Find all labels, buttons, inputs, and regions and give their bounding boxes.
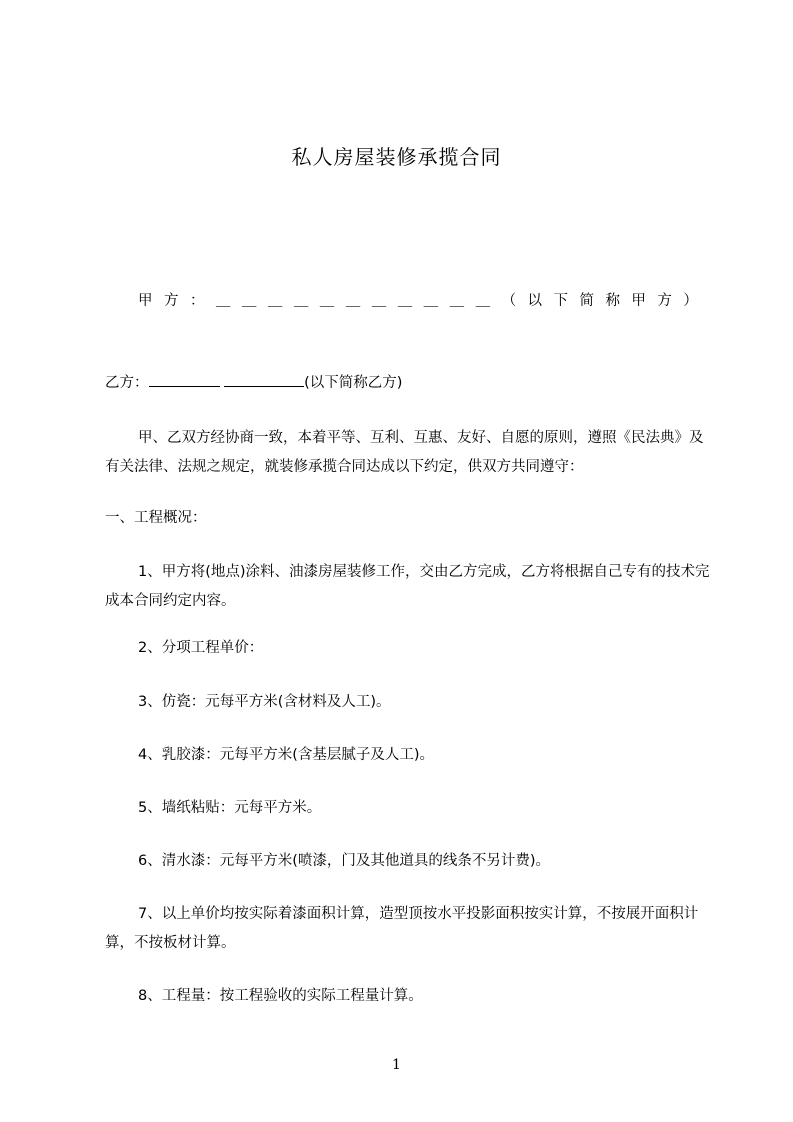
party-b-suffix: (以下简称乙方) xyxy=(304,375,403,391)
party-a-char: ＿ xyxy=(241,293,257,309)
party-a-char: ＿ xyxy=(319,293,335,309)
party-a-char: 以 xyxy=(527,293,543,309)
party-a-char: 甲 xyxy=(138,293,153,309)
party-a-char: 简 xyxy=(579,293,594,309)
party-b-line xyxy=(105,369,711,398)
party-b-label: 乙方： xyxy=(105,375,149,391)
party-a-char: ＿ xyxy=(345,293,361,309)
clause-7-text: 7、以上单价均按实际着漆面积计算，造型顶按水平投影面积按实计算，不按展开面积计算，不按板材计算。 xyxy=(105,906,699,951)
party-a-char: （ xyxy=(501,293,517,309)
party-a-char: ＿ xyxy=(215,293,231,309)
party-a-char: ＿ xyxy=(449,293,465,309)
clause-4: 4、乳胶漆：元每平方米(含基层腻子及人工)。 xyxy=(138,747,435,763)
party-a-char: ＿ xyxy=(423,293,439,309)
party-a-char: 方 xyxy=(163,293,179,309)
party-a-char: ＿ xyxy=(475,293,491,309)
party-a-char: ） xyxy=(683,293,698,309)
intro-paragraph xyxy=(105,424,711,482)
section-1-heading: 一、工程概况： xyxy=(105,510,207,526)
party-b-blank-2 xyxy=(224,371,304,387)
party-b-blank-1 xyxy=(149,371,220,387)
clause-7 xyxy=(105,900,711,958)
party-a-char: 方 xyxy=(657,293,672,309)
intro-text: 甲、乙双方经协商一致，本着平等、互利、互惠、友好、自愿的原则，遵照《民法典》及有关法律、法规之规定，就装修承揽合同达成以下约定，供双方共同遵守： xyxy=(105,430,704,475)
party-a-char: ＿ xyxy=(293,293,309,309)
party-a-char: ＿ xyxy=(267,293,283,309)
party-a-char: 称 xyxy=(605,293,620,309)
clause-8: 8、工程量：按工程验收的实际工程量计算。 xyxy=(138,988,423,1004)
party-a-char: ： xyxy=(189,293,205,309)
clause-6: 6、清水漆：元每平方米(喷漆，门及其他道具的线条不另计费)。 xyxy=(138,853,551,869)
party-a-char: 甲 xyxy=(631,293,646,309)
clause-5: 5、墙纸粘贴：元每平方米。 xyxy=(138,800,322,816)
party-a-line xyxy=(138,289,698,313)
party-a-char: ＿ xyxy=(371,293,387,309)
clause-2: 2、分项工程单价： xyxy=(138,640,264,656)
party-a-char: ＿ xyxy=(397,293,413,309)
clause-1 xyxy=(105,558,711,616)
party-a-char: 下 xyxy=(553,293,568,309)
clause-1-text: 1、甲方将(地点)涂料、油漆房屋装修工作，交由乙方完成，乙方将根据自己专有的技术完成本合同约定内容。 xyxy=(105,564,710,609)
page-number: 1 xyxy=(392,1057,401,1073)
contract-title: 私人房屋装修承揽合同 xyxy=(291,145,502,169)
clause-3: 3、仿瓷：元每平方米(含材料及人工)。 xyxy=(138,694,391,710)
